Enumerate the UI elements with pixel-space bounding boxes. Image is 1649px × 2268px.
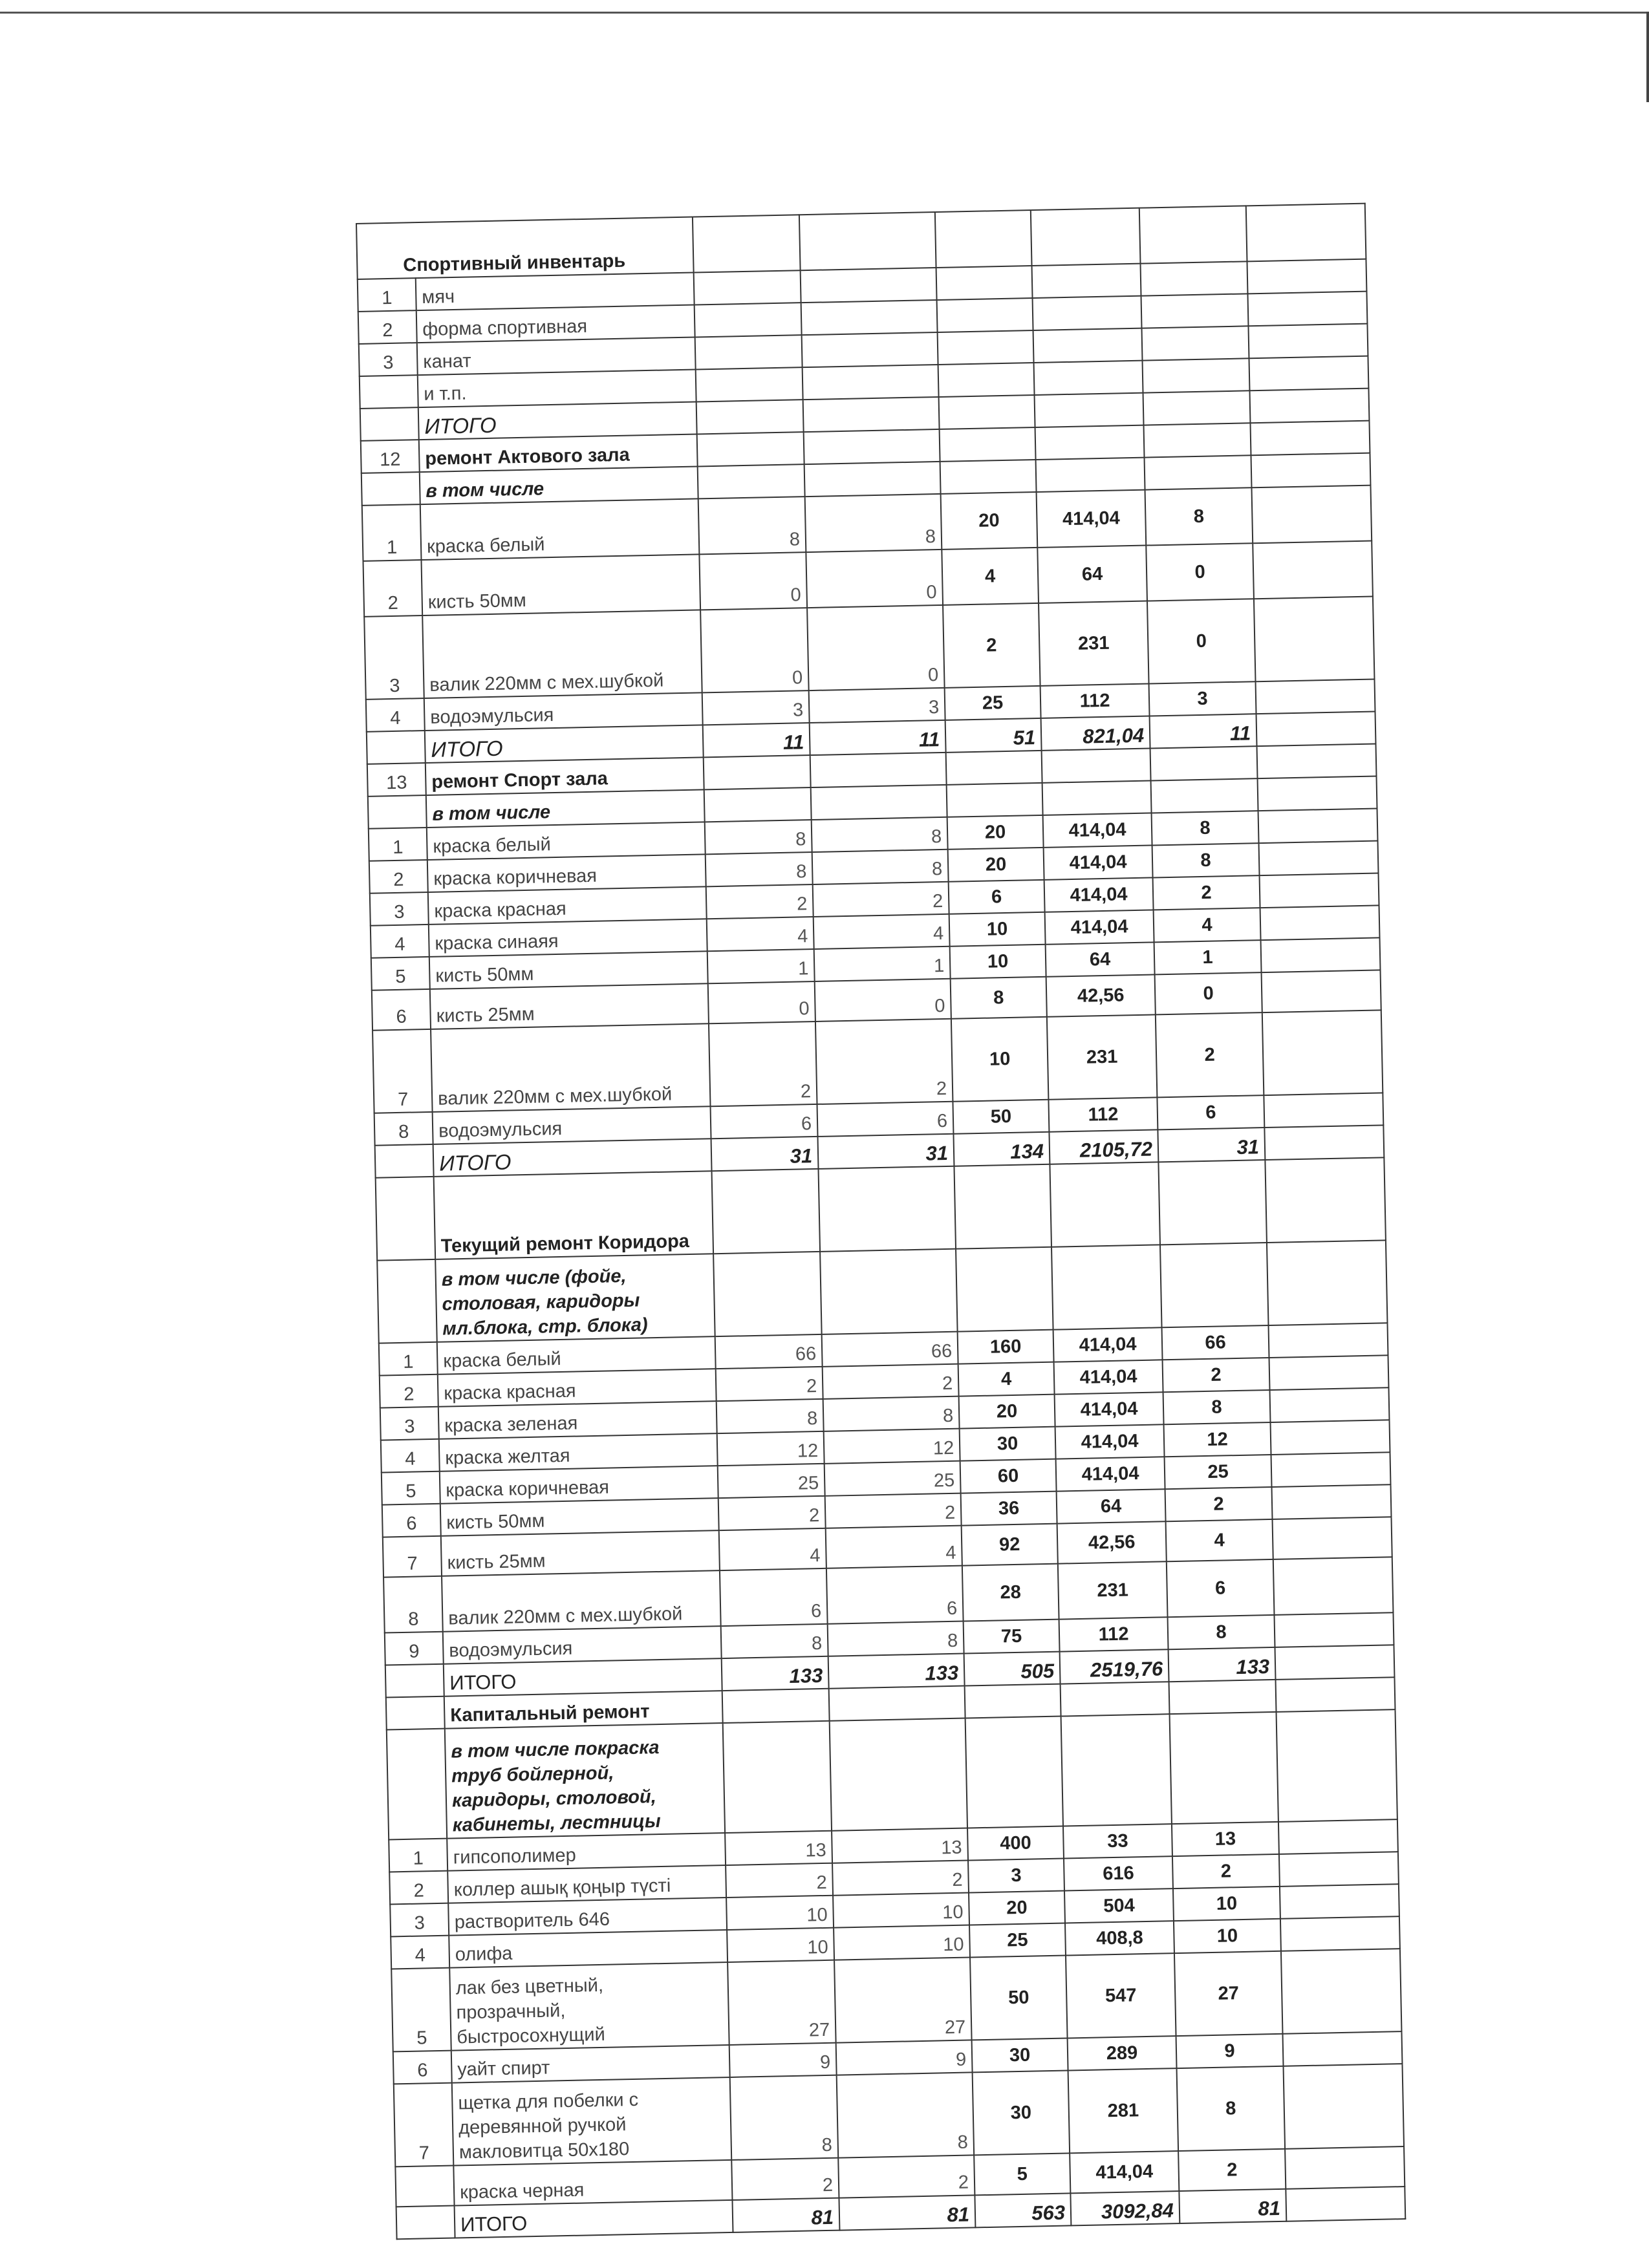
item-name: уайт спирт xyxy=(451,2045,730,2083)
qty-b: 6 xyxy=(826,1566,964,1624)
qty-e: 66 xyxy=(1162,1325,1269,1360)
quantity: 60 xyxy=(960,1459,1057,1493)
item-name-line: макловитца 50х180 xyxy=(458,2139,630,2163)
item-name: краска коричневая xyxy=(440,1466,718,1504)
total-a: 31 xyxy=(711,1137,819,1171)
price: 112 xyxy=(1059,1617,1169,1651)
item-name: валик 220мм с мех.шубкой xyxy=(422,610,702,698)
qty-e: 27 xyxy=(1174,1951,1283,2036)
qty-a: 8 xyxy=(717,1399,824,1433)
row-number: 1 xyxy=(379,1342,438,1376)
row-number: 6 xyxy=(372,989,431,1031)
qty-e: 2 xyxy=(1178,2149,1286,2191)
row-number: 1 xyxy=(358,278,416,312)
item-name: форма спортивная xyxy=(416,305,695,343)
price: 504 xyxy=(1064,1888,1174,1923)
item-name: валик 220мм с мех.шубкой xyxy=(442,1570,721,1632)
item-name: краска белый xyxy=(427,822,706,860)
item-name-line: лак без цветный, xyxy=(455,1974,604,1999)
qty-e: 8 xyxy=(1177,2066,1286,2151)
quantity: 20 xyxy=(969,1891,1065,1925)
qty-e: 0 xyxy=(1146,543,1254,601)
quantity: 6 xyxy=(949,880,1045,914)
qty-a: 2 xyxy=(709,1022,817,1106)
total-label: ИТОГО xyxy=(425,725,704,763)
qty-e: 2 xyxy=(1172,1854,1280,1888)
qty-e: 12 xyxy=(1164,1422,1271,1457)
section-title: Капитальный ремонт xyxy=(444,1691,723,1729)
quantity: 20 xyxy=(941,492,1038,550)
quantity: 2 xyxy=(943,603,1040,688)
qty-e: 6 xyxy=(1157,1095,1264,1129)
qty-e: 0 xyxy=(1155,972,1262,1014)
qty-b: 8 xyxy=(837,2072,975,2157)
qty-a: 6 xyxy=(720,1568,828,1626)
total-e: 133 xyxy=(1169,1647,1276,1682)
row-number xyxy=(360,375,418,409)
item-name: олифа xyxy=(449,1930,727,1968)
item-name: краска белый xyxy=(437,1336,716,1375)
row-number: 2 xyxy=(363,560,422,617)
qty-a: 25 xyxy=(718,1464,825,1498)
price: 64 xyxy=(1046,942,1155,976)
qty-b: 8 xyxy=(805,494,942,552)
quantity: 10 xyxy=(950,945,1046,979)
qty-e: 10 xyxy=(1174,1919,1281,1953)
price: 414,04 xyxy=(1055,1424,1165,1459)
row-number: 3 xyxy=(359,343,418,376)
subtitle-row xyxy=(387,1709,1397,1839)
row-number xyxy=(395,2166,454,2207)
total-price: 2105,72 xyxy=(1049,1129,1158,1164)
qty-b: 2 xyxy=(823,1364,959,1399)
price: 414,04 xyxy=(1070,2151,1179,2193)
row-number: 6 xyxy=(382,1504,441,1537)
price: 33 xyxy=(1063,1824,1172,1858)
qty-b: 10 xyxy=(833,1892,969,1927)
total-b: 133 xyxy=(828,1654,965,1689)
subtitle-line: мл.блока, стр. блока) xyxy=(442,1314,648,1340)
row-number: 5 xyxy=(382,1471,440,1505)
qty-b: 8 xyxy=(812,817,948,852)
qty-a: 2 xyxy=(706,884,814,919)
item-name: краска красная xyxy=(438,1369,717,1407)
price: 112 xyxy=(1040,684,1150,718)
total-price: 821,04 xyxy=(1041,716,1150,751)
qty-a: 10 xyxy=(726,1896,834,1930)
qty-a: 10 xyxy=(727,1928,834,1962)
qty-b: 12 xyxy=(824,1429,960,1464)
row-number: 4 xyxy=(381,1439,440,1473)
item-name: краска белый xyxy=(420,498,700,560)
total-e: 31 xyxy=(1158,1128,1265,1162)
qty-a: 2 xyxy=(726,1863,833,1898)
qty-a: 3 xyxy=(702,690,810,725)
qty-e: 4 xyxy=(1154,908,1261,942)
row-number: 4 xyxy=(371,925,429,958)
price: 414,04 xyxy=(1044,877,1154,912)
item-name: кисть 50мм xyxy=(429,951,708,989)
scan-top-edge xyxy=(0,12,1649,14)
item-name-line: прозрачный, xyxy=(456,2000,566,2024)
row-number: 2 xyxy=(389,1871,448,1905)
qty-a: 2 xyxy=(718,1496,826,1530)
qty-a: 2 xyxy=(716,1367,823,1401)
materials-table xyxy=(356,203,1406,2240)
qty-a: 8 xyxy=(698,497,806,554)
qty-e: 4 xyxy=(1166,1519,1273,1561)
qty-b: 13 xyxy=(832,1828,968,1863)
row-number: 3 xyxy=(364,615,424,700)
section-subtitle xyxy=(435,1254,715,1342)
quantity: 50 xyxy=(953,1100,1049,1134)
subtitle-line: кабинеты, лестницы xyxy=(452,1811,661,1836)
total-quantity: 51 xyxy=(945,718,1042,753)
qty-e: 8 xyxy=(1163,1390,1271,1424)
qty-e: 0 xyxy=(1147,599,1256,683)
quantity: 5 xyxy=(974,2153,1070,2195)
item-name xyxy=(452,2077,731,2166)
total-quantity: 505 xyxy=(964,1652,1061,1686)
qty-b: 2 xyxy=(832,1861,969,1896)
qty-b: 8 xyxy=(812,850,949,884)
price: 289 xyxy=(1068,2036,1177,2070)
qty-b: 2 xyxy=(815,1019,953,1104)
total-a: 133 xyxy=(722,1656,829,1691)
price: 414,04 xyxy=(1054,1360,1163,1394)
row-number: 1 xyxy=(389,1839,447,1872)
total-label: ИТОГО xyxy=(444,1658,722,1696)
qty-e: 25 xyxy=(1165,1455,1272,1489)
total-e: 11 xyxy=(1150,714,1257,748)
quantity: 20 xyxy=(948,848,1044,882)
qty-a: 13 xyxy=(725,1831,832,1865)
quantity: 50 xyxy=(970,1956,1068,2040)
price: 231 xyxy=(1039,601,1149,686)
qty-a: 12 xyxy=(717,1431,824,1466)
qty-b: 10 xyxy=(834,1925,970,1960)
quantity: 25 xyxy=(945,686,1041,720)
quantity: 30 xyxy=(973,2070,1070,2155)
row-number: 9 xyxy=(385,1632,444,1665)
row-number: 1 xyxy=(362,504,422,561)
row-number: 5 xyxy=(371,957,430,990)
qty-b: 8 xyxy=(828,1621,964,1656)
qty-e: 2 xyxy=(1163,1358,1270,1392)
total-quantity: 563 xyxy=(975,2193,1071,2227)
item-name: краска коричневая xyxy=(427,854,706,892)
item-name: краска желтая xyxy=(439,1433,718,1471)
row-number: 7 xyxy=(372,1029,433,1113)
subtitle-line: столовая, каридоры xyxy=(442,1290,640,1315)
total-b: 81 xyxy=(839,2195,975,2230)
qty-b: 2 xyxy=(813,882,949,917)
qty-e: 9 xyxy=(1176,2034,1284,2068)
price: 414,04 xyxy=(1055,1392,1164,1426)
qty-e: 2 xyxy=(1156,1012,1264,1097)
price: 231 xyxy=(1047,1014,1158,1099)
qty-e: 1 xyxy=(1154,940,1262,974)
item-name: краска синаяя xyxy=(429,919,707,957)
item-name xyxy=(449,1962,729,2051)
section-number: 12 xyxy=(361,440,420,473)
subtitle-line: каридоры, столовой, xyxy=(451,1786,657,1812)
quantity: 36 xyxy=(961,1492,1057,1526)
item-name-line: быстросохнущий xyxy=(457,2024,606,2048)
price: 414,04 xyxy=(1053,1327,1163,1362)
qty-a: 6 xyxy=(711,1104,818,1139)
quantity: 10 xyxy=(951,1017,1049,1102)
qty-e: 6 xyxy=(1167,1559,1275,1617)
row-number: 7 xyxy=(394,2083,454,2167)
quantity: 160 xyxy=(958,1330,1054,1364)
section-title: Текущий ремонт Коридора xyxy=(434,1171,713,1259)
subtitle-line: в том числе (фойе, xyxy=(441,1265,627,1290)
quantity: 25 xyxy=(969,1923,1066,1958)
item-name-line: деревянной ручкой xyxy=(458,2114,627,2139)
qty-a: 0 xyxy=(708,981,815,1023)
qty-b: 0 xyxy=(807,605,945,690)
item-name: гипсополимер xyxy=(447,1833,726,1871)
item-name-line: щетка для побелки с xyxy=(458,2089,639,2114)
row-number: 4 xyxy=(391,1936,449,1969)
price: 547 xyxy=(1066,1953,1176,2038)
item-name: водоэмульсия xyxy=(424,692,703,731)
price: 414,04 xyxy=(1043,813,1152,847)
section-subtitle: в том числе xyxy=(420,466,698,504)
qty-a: 4 xyxy=(719,1528,826,1570)
price: 42,56 xyxy=(1046,974,1156,1016)
item-name: мяч xyxy=(416,273,695,311)
price: 616 xyxy=(1064,1856,1173,1890)
price: 42,56 xyxy=(1057,1521,1167,1563)
qty-e: 2 xyxy=(1165,1487,1273,1521)
section-title: ремонт Актового зала xyxy=(419,434,698,472)
qty-b: 2 xyxy=(825,1493,962,1528)
qty-a: 8 xyxy=(706,852,813,886)
total-b: 11 xyxy=(810,720,946,755)
price: 64 xyxy=(1037,546,1147,603)
item-name: кисть 50мм xyxy=(440,1498,719,1536)
item-name: канат xyxy=(417,337,696,376)
qty-b: 27 xyxy=(834,1957,972,2042)
section-title: ремонт Спорт зала xyxy=(426,757,704,795)
qty-b: 1 xyxy=(814,947,951,981)
total-price: 2519,76 xyxy=(1060,1649,1169,1684)
total-price: 3092,84 xyxy=(1070,2191,1180,2225)
item-name: краска черная xyxy=(453,2160,732,2206)
qty-a: 4 xyxy=(707,917,814,951)
price: 408,8 xyxy=(1065,1921,1174,1955)
qty-a: 2 xyxy=(731,2158,839,2200)
row-number: 2 xyxy=(369,860,428,893)
quantity: 4 xyxy=(958,1362,1055,1396)
quantity: 400 xyxy=(967,1826,1064,1861)
row-number: 5 xyxy=(391,1968,451,2052)
qty-a: 66 xyxy=(715,1334,823,1369)
item-name: кисть 25мм xyxy=(441,1530,720,1576)
section-subtitle: в том числе xyxy=(426,789,705,828)
total-a: 11 xyxy=(703,723,810,757)
quantity: 10 xyxy=(949,912,1046,947)
quantity: 30 xyxy=(960,1427,1056,1461)
subtitle-line: в том числе покраска xyxy=(451,1737,660,1762)
qty-a: 0 xyxy=(699,552,807,610)
item-name: водоэмульсия xyxy=(443,1626,722,1664)
qty-e: 8 xyxy=(1152,811,1259,845)
total-a: 81 xyxy=(732,2198,839,2232)
total-quantity: 134 xyxy=(953,1132,1050,1166)
qty-a: 9 xyxy=(729,2043,837,2077)
qty-b: 0 xyxy=(815,979,951,1022)
row-number: 3 xyxy=(370,892,429,926)
qty-b: 4 xyxy=(826,1526,962,1568)
quantity: 30 xyxy=(972,2038,1068,2072)
qty-a: 8 xyxy=(721,1624,828,1658)
price: 414,04 xyxy=(1044,845,1153,879)
document-sheet xyxy=(356,203,1405,2240)
price: 112 xyxy=(1048,1097,1158,1131)
quantity: 4 xyxy=(942,548,1039,605)
row-number: 1 xyxy=(369,828,427,861)
item-name: валик 220мм с мех.шубкой xyxy=(431,1023,710,1112)
row-number: 2 xyxy=(380,1375,438,1408)
section-subtitle xyxy=(445,1723,725,1839)
row-number: 3 xyxy=(380,1407,439,1440)
total-e: 81 xyxy=(1179,2189,1286,2223)
row-number: 6 xyxy=(393,2051,452,2084)
item-name: коллер ашық қоңыр түсті xyxy=(447,1865,726,1903)
row-number: 2 xyxy=(358,310,417,344)
qty-a: 1 xyxy=(707,949,815,983)
item-name: кисть 50мм xyxy=(421,554,700,615)
subtitle-line: труб бойлерной, xyxy=(451,1762,614,1787)
qty-e: 8 xyxy=(1145,487,1253,545)
row-number: 7 xyxy=(383,1536,442,1578)
total-b: 31 xyxy=(818,1134,954,1169)
scan-right-edge xyxy=(1646,12,1649,102)
total-label: ИТОГО xyxy=(455,2200,733,2238)
qty-e: 10 xyxy=(1173,1887,1280,1921)
qty-a: 27 xyxy=(727,1960,836,2045)
row-number: 8 xyxy=(374,1112,433,1146)
total-label: ИТОГО xyxy=(433,1139,712,1177)
qty-b: 4 xyxy=(814,914,950,949)
qty-a: 8 xyxy=(705,820,812,854)
qty-b: 66 xyxy=(822,1332,958,1367)
qty-a: 8 xyxy=(730,2075,839,2160)
item-name: растворитель 646 xyxy=(448,1898,727,1936)
qty-b: 25 xyxy=(824,1461,961,1496)
item-name: водоэмульсия xyxy=(433,1106,711,1144)
item-name: кисть 25мм xyxy=(430,983,709,1029)
quantity: 92 xyxy=(962,1524,1058,1566)
quantity: 20 xyxy=(959,1395,1055,1429)
quantity: 8 xyxy=(951,977,1047,1019)
qty-e: 3 xyxy=(1149,681,1256,716)
item-name: краска зеленая xyxy=(438,1401,717,1439)
price: 231 xyxy=(1058,1561,1168,1619)
row-number: 4 xyxy=(366,698,425,732)
section-number: 13 xyxy=(367,763,426,797)
quantity: 20 xyxy=(947,815,1044,850)
price: 414,04 xyxy=(1056,1457,1165,1491)
qty-b: 8 xyxy=(823,1396,960,1431)
quantity: 28 xyxy=(962,1564,1059,1621)
price: 414,04 xyxy=(1037,490,1147,548)
section-title: Спортивный инвентарь xyxy=(356,217,694,279)
qty-e: 8 xyxy=(1152,843,1260,877)
qty-b: 0 xyxy=(806,550,943,608)
item-name: и т.п. xyxy=(418,369,696,407)
qty-e: 13 xyxy=(1172,1822,1279,1856)
qty-e: 8 xyxy=(1168,1615,1275,1649)
quantity: 75 xyxy=(964,1620,1060,1654)
price: 281 xyxy=(1068,2068,1179,2153)
quantity: 3 xyxy=(968,1859,1064,1893)
row-number: 3 xyxy=(390,1903,449,1937)
row-number: 8 xyxy=(383,1576,443,1633)
qty-b: 3 xyxy=(809,688,945,723)
qty-b: 9 xyxy=(836,2040,973,2075)
price: 64 xyxy=(1057,1489,1166,1523)
item-name: краска красная xyxy=(428,886,707,925)
qty-a: 0 xyxy=(700,608,809,692)
qty-b: 6 xyxy=(817,1102,953,1137)
qty-b: 2 xyxy=(838,2155,975,2198)
price: 414,04 xyxy=(1045,910,1154,944)
total-label: ИТОГО xyxy=(418,401,697,440)
qty-e: 2 xyxy=(1153,875,1260,910)
